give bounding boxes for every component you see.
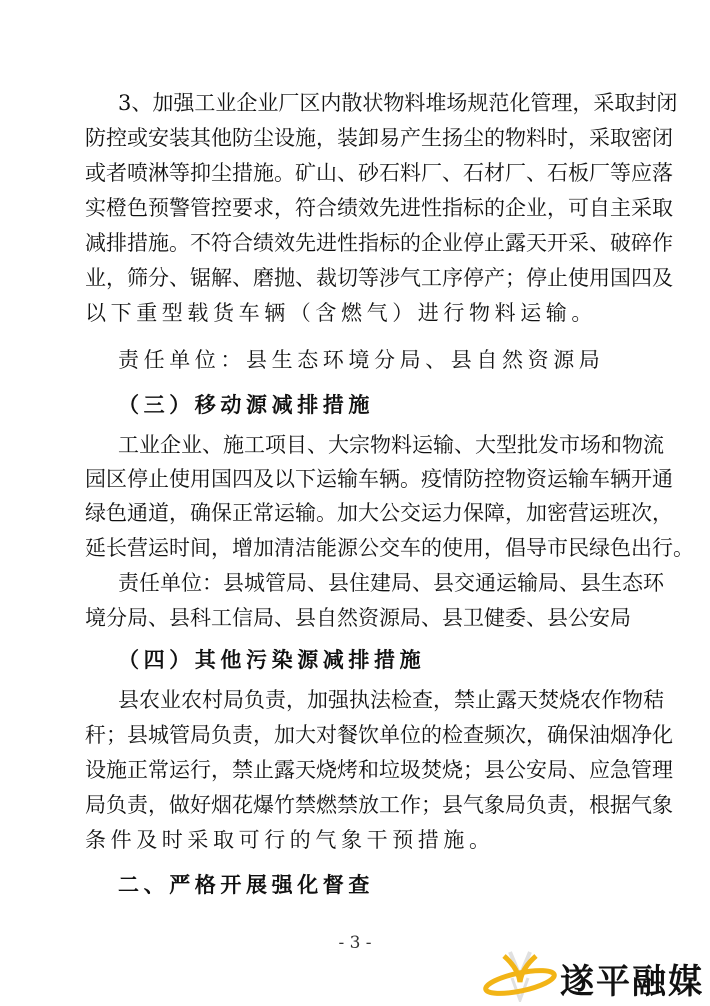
paragraph-line: 业，筛分、锯解、磨抛、裁切等涉气工序停产；停止使用国四及 <box>85 266 673 290</box>
paragraph-line: 延长营运时间，增加清洁能源公交车的使用，倡导市民绿色出行。 <box>85 536 694 560</box>
paragraph-line: 3、加强工业企业厂区内散状物料堆场规范化管理，采取封闭 <box>118 91 678 115</box>
section-heading: （四）其他污染源减排措施 <box>118 647 426 672</box>
page-number: - 3 - <box>338 933 372 953</box>
paragraph-line: 减排措施。不符合绩效先进性指标的企业停止露天开采、破碎作 <box>85 231 673 255</box>
section-heading: （三）移动源减排措施 <box>118 392 374 417</box>
logo-emblem-icon <box>482 948 562 1002</box>
paragraph-line: 绿色通道，确保正常运输。加大公交运力保障，加密营运班次， <box>85 501 673 525</box>
paragraph-line: 或者喷淋等抑尘措施。矿山、砂石料厂、石材厂、石板厂等应落 <box>85 161 673 185</box>
responsibility-line: 责任单位：县生态环境分局、县自然资源局 <box>118 348 605 372</box>
paragraph-line: 以下重型载货车辆（含燃气）进行物料运输。 <box>85 301 597 325</box>
chapter-heading: 二、严格开展强化督查 <box>118 873 374 897</box>
paragraph-line: 设施正常运行，禁止露天烧烤和垃圾焚烧；县公安局、应急管理 <box>85 758 673 782</box>
paragraph-line: 县农业农村局负责，加强执法检查，禁止露天焚烧农作物秸 <box>118 688 664 712</box>
paragraph-line: 园区停止使用国四及以下运输车辆。疫情防控物资运输车辆开通 <box>85 467 673 491</box>
paragraph-line: 局负责，做好烟花爆竹禁燃禁放工作；县气象局负责，根据气象 <box>85 793 673 817</box>
paragraph-line: 防控或安装其他防尘设施，装卸易产生扬尘的物料时，采取密闭 <box>85 126 673 150</box>
paragraph-line: 实橙色预警管控要求，符合绩效先进性指标的企业，可自主采取 <box>85 196 673 220</box>
paragraph-line: 工业企业、施工项目、大宗物料运输、大型批发市场和物流 <box>118 433 664 457</box>
responsibility-line: 境分局、县科工信局、县自然资源局、县卫健委、县公安局 <box>85 606 631 630</box>
paragraph-line: 秆；县城管局负责，加大对餐饮单位的检查频次，确保油烟净化 <box>85 723 673 747</box>
watermark-logo <box>482 948 707 1002</box>
watermark-text: 遂平融媒 <box>560 962 704 1002</box>
responsibility-line: 责任单位：县城管局、县住建局、县交通运输局、县生态环 <box>118 571 664 595</box>
paragraph-line: 条件及时采取可行的气象干预措施。 <box>85 828 495 852</box>
